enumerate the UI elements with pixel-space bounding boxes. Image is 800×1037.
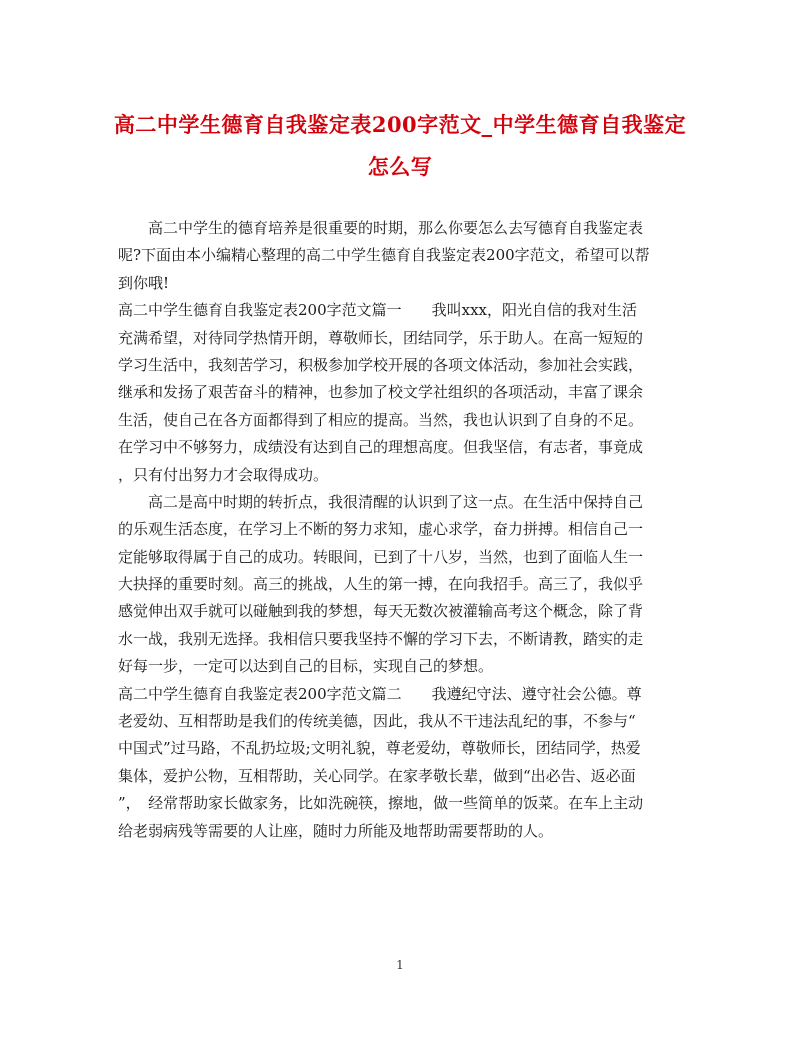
- paragraph-senior-line: 好每一步，一定可以达到自己的目标，实现自己的梦想。: [118, 657, 494, 676]
- section-two-heading: 高二中学生德育自我鉴定表200字范文篇二: [118, 684, 402, 703]
- paragraph-senior-line: 高二是高中时期的转折点，我很清醒的认识到了这一点。在生活中保持自己: [148, 492, 644, 511]
- paragraph-intro-line: 到你哦!: [118, 273, 170, 292]
- paragraph-senior-line: 的乐观生活态度，在学习上不断的努力求知，虚心求学，奋力拼搏。相信自己一: [118, 520, 644, 539]
- section-one-line: [118, 297, 684, 324]
- section-two-line: ”， 经常帮助家长做家务，比如洗碗筷，擦地，做一些简单的饭菜。在车上主动: [118, 794, 644, 813]
- section-one-line: ，只有付出努力才会取得成功。: [118, 465, 329, 484]
- section-two-line: [118, 681, 684, 708]
- paragraph-senior-line: 大抉择的重要时刻。高三的挑战，人生的第一搏，在向我招手。高三了，我似乎: [118, 575, 644, 594]
- section-two-line: 集体，爱护公物，互相帮助，关心同学。在家孝敬长辈，做到“出必告、返必面: [118, 766, 636, 785]
- section-one-line: 生活，使自己在各方面都得到了相应的提高。当然，我也认识到了自身的不足。: [118, 410, 644, 429]
- section-one-line: 学习生活中，我刻苦学习，积极参加学校开展的各项文体活动，参加社会实践，: [118, 355, 644, 374]
- document-body: [118, 215, 684, 845]
- section-one-line: 在学习中不够努力，成绩没有达到自己的理想高度。但我坚信，有志者，事竟成: [118, 438, 644, 457]
- section-one-line: 继承和发扬了艰苦奋斗的精神，也参加了校文学社组织的各项活动，丰富了课余: [118, 383, 644, 402]
- section-one-heading: 高二中学生德育自我鉴定表200字范文篇一: [118, 301, 402, 320]
- page-number: 1: [396, 958, 404, 972]
- section-two-line: 给老弱病残等需要的人让座，随时力所能及地帮助需要帮助的人。: [118, 821, 554, 840]
- paragraph-senior-line: 定能够取得属于自己的成功。转眼间，已到了十八岁，当然，也到了面临人生一: [118, 547, 644, 566]
- document-title-line-1: 高二中学生德育自我鉴定表200字范文_中学生德育自我鉴定: [113, 112, 687, 137]
- section-two-line: 老爱幼、互相帮助是我们的传统美德，因此，我从不干违法乱纪的事，不参与“: [118, 712, 636, 731]
- section-one-first-sentence: 我叫xxx，阳光自信的我对生活: [431, 301, 638, 320]
- section-one-line: 充满希望，对待同学热情开朗，尊敬师长，团结同学，乐于助人。在高一短短的: [118, 328, 644, 347]
- paragraph-intro-line: 高二中学生的德育培养是很重要的时期，那么你要怎么去写德育自我鉴定表: [148, 219, 644, 237]
- document-title-line-2: 怎么写: [367, 154, 433, 179]
- paragraph-intro-line: 呢?下面由本小编精心整理的高二中学生德育自我鉴定表200字范文，希望可以帮: [118, 246, 650, 265]
- paragraph-senior-line: 感觉伸出双手就可以碰触到我的梦想，每天无数次被灌输高考这个概念，除了背: [118, 602, 644, 621]
- section-two-first-sentence: 我遵纪守法、遵守社会公德。尊: [431, 684, 642, 703]
- paragraph-senior-line: 水一战，我别无选择。我相信只要我坚持不懈的学习下去，不断请教，踏实的走: [118, 629, 644, 648]
- section-two-line: 中国式”过马路，不乱扔垃圾;文明礼貌，尊老爱幼，尊敬师长，团结同学，热爱: [118, 739, 641, 758]
